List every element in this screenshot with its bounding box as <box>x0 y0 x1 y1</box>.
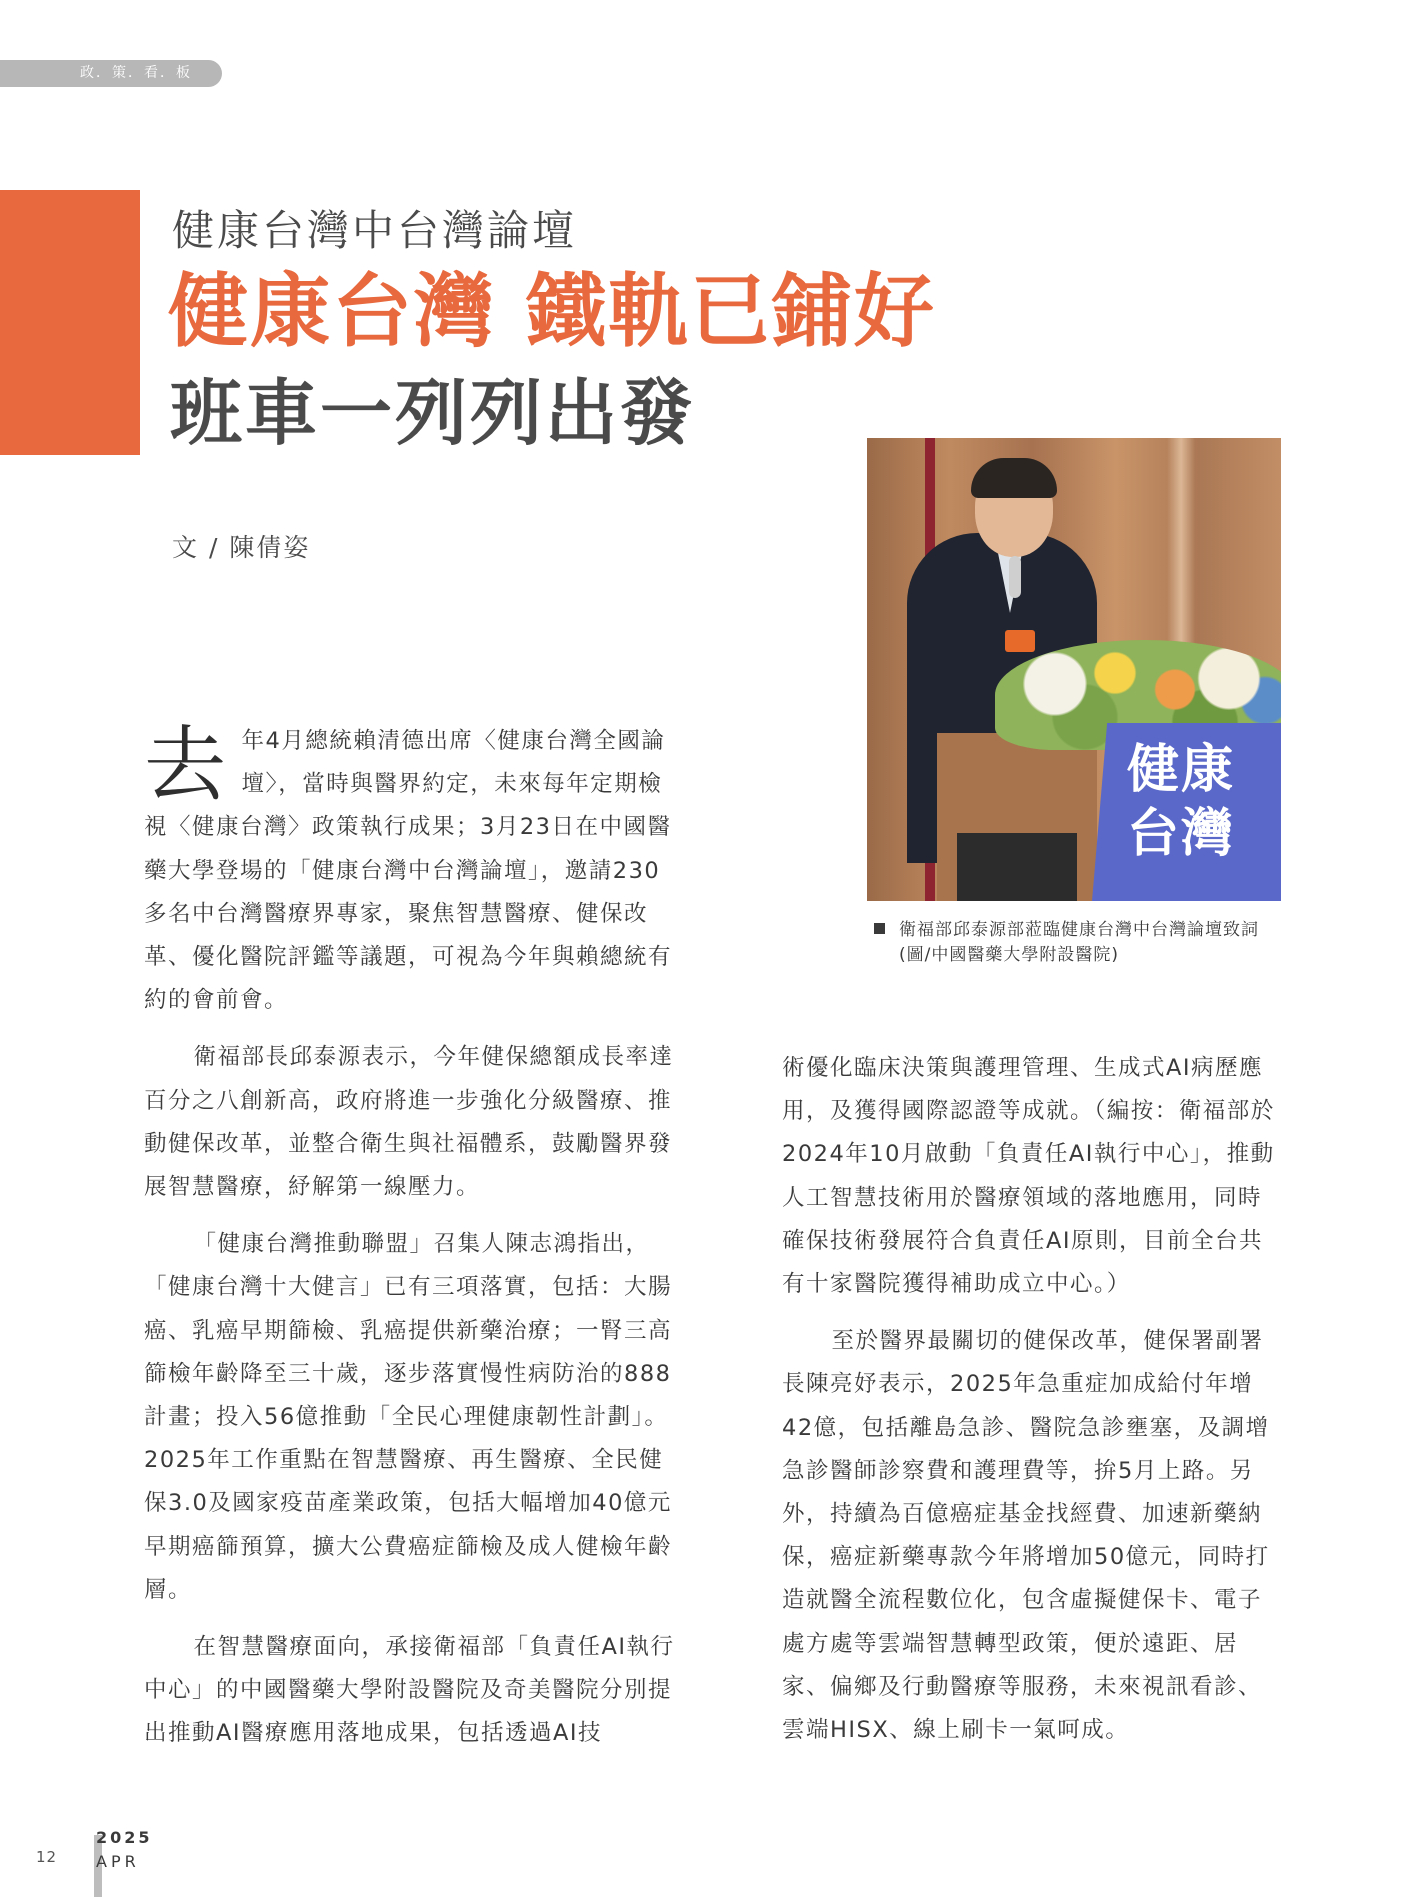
issue-year: 2025 <box>96 1828 153 1847</box>
paragraph: 衛福部長邱泰源表示，今年健保總額成長率達百分之八創新高，政府將進一步強化分級醫療、推動健保改革，並整合衛生與社福體系，鼓勵醫界發展智慧醫療，紓解第一線壓力。 <box>144 1044 674 1201</box>
article-byline: 文 / 陳倩姿 <box>172 533 311 562</box>
caption-line-2: (圖/中國醫藥大學附設醫院) <box>899 945 1119 965</box>
paragraph: 「健康台灣推動聯盟」召集人陳志鴻指出，「健康台灣十大健言」已有三項落實，包括：大腸癌、乳癌早期篩檢、乳癌提供新藥治療；一腎三高篩檢年齡降至三十歲，逐步落實慢性病防治的888計畫；投入56億推動「全民心理健康韌性計劃」。2025年工作重點在智慧醫療、再生醫療、全民健保3.0及國家疫苗產業政策，包括大幅增加40億元早期癌篩預算，擴大公費癌症篩檢及成人健檢年齡層。 <box>144 1231 673 1603</box>
article-headline: 健康台灣 鐵軌已鋪好 <box>168 265 936 358</box>
right-column <box>782 1047 1282 1766</box>
left-column <box>144 720 681 1770</box>
paragraph: 在智慧醫療面向，承接衛福部「負責任AI執行中心」的中國醫藥大學附設醫院及奇美醫院分別提出推動AI醫療應用落地成果，包括透過AI技 <box>144 1634 675 1747</box>
speaker-hair <box>971 458 1057 498</box>
photo-caption <box>874 918 1284 968</box>
paragraph: 術優化臨床決策與護理管理、生成式AI病歷應用，及獲得國際認證等成就。（編按：衛福部於2024年10月啟動「負責任AI執行中心」，推動人工智慧技術用於醫療領域的落地應用，同時確保技術發展符合負責任AI原則，目前全台共有十家醫院獲得補助成立中心。） <box>782 1055 1275 1298</box>
article-photo <box>867 438 1281 901</box>
page-number: 12 <box>36 1848 58 1866</box>
paragraph: 至於醫界最關切的健保改革，健保署副署長陳亮妤表示，2025年急重症加成給付年增42億，包括離島急診、醫院急診壅塞，及調增急診醫師診察費和護理費等，拚5月上路。另外，持續為百億癌症基金找經費、加速新藥納保，癌症新藥專款今年將增加50億元，同時打造就醫全流程數位化，包含虛擬健保卡、電子處方處等雲端智慧轉型政策，便於遠距、居家、偏鄉及行動醫療等服務，未來視訊看診、雲端HISX、線上刷卡一氣呵成。 <box>782 1328 1270 1744</box>
article-kicker: 健康台灣中台灣論壇 <box>172 206 578 255</box>
section-tab: 政．策．看．板 <box>0 60 222 87</box>
caption-bullet-icon <box>874 923 885 934</box>
caption-line-1: 衛福部邱泰源部蒞臨健康台灣中台灣論壇致詞 <box>899 920 1259 940</box>
article-subheadline: 班車一列列出發 <box>170 371 696 455</box>
microphone <box>1009 556 1021 598</box>
event-banner-text: 健康台灣 <box>1127 740 1236 864</box>
issue-month: APR <box>96 1852 140 1871</box>
accent-bar <box>0 190 140 455</box>
paragraph <box>144 720 681 1022</box>
drop-cap: 去 <box>144 718 228 813</box>
mic-badge <box>1005 630 1035 652</box>
podium-base <box>957 833 1077 901</box>
paragraph-text: 年4月總統賴清德出席〈健康台灣全國論壇〉，當時與醫界約定，未來每年定期檢視〈健康台灣〉政策執行成果；3月23日在中國醫藥大學登場的「健康台灣中台灣論壇」，邀請230多名中台灣醫療界專家，聚焦智慧醫療、健保改革、優化醫院評鑑等議題，可視為今年與賴總統有約的會前會。 <box>144 728 673 1014</box>
